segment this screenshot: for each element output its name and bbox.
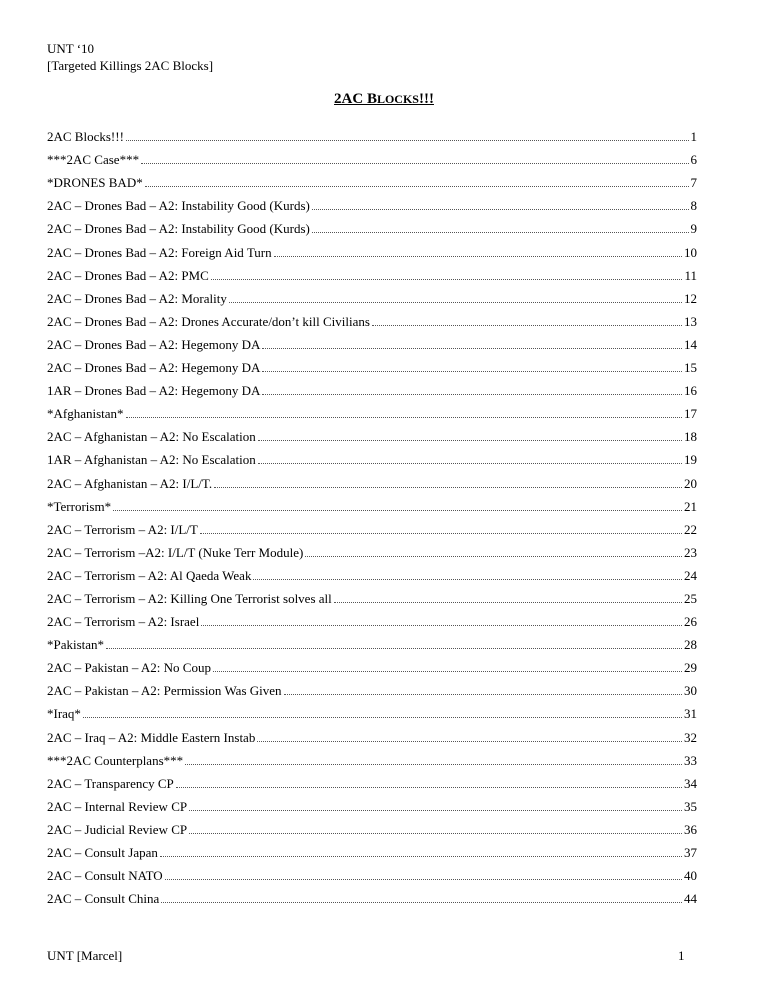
- toc-leader-dots: [258, 427, 682, 441]
- toc-entry-page[interactable]: 34: [684, 775, 697, 791]
- toc-entry-page[interactable]: 15: [684, 360, 697, 376]
- toc-entry[interactable]: [47, 145, 697, 168]
- toc-entry-page[interactable]: 12: [684, 290, 697, 306]
- toc-entry-page[interactable]: 8: [690, 198, 697, 214]
- toc-entry[interactable]: [47, 261, 697, 284]
- toc-entry-label[interactable]: 2AC – Judicial Review CP: [47, 821, 188, 837]
- toc-entry-label[interactable]: 2AC – Drones Bad – A2: Hegemony DA: [47, 360, 261, 376]
- toc-entry-page[interactable]: 31: [684, 706, 697, 722]
- toc-entry[interactable]: [47, 399, 697, 422]
- toc-entry-label[interactable]: 2AC – Afghanistan – A2: No Escalation: [47, 429, 256, 445]
- toc-entry[interactable]: [47, 515, 697, 538]
- title-suffix: !!!: [418, 91, 434, 107]
- toc-entry[interactable]: [47, 607, 697, 630]
- toc-entry-label[interactable]: *Afghanistan*: [47, 406, 124, 422]
- toc-entry[interactable]: [47, 815, 697, 838]
- toc-entry-page[interactable]: 1: [690, 129, 697, 145]
- toc-entry-label[interactable]: 2AC – Terrorism – A2: Al Qaeda Weak: [47, 567, 252, 583]
- toc-entry[interactable]: [47, 237, 697, 260]
- toc-entry[interactable]: [47, 168, 697, 191]
- toc-entry-label[interactable]: 2AC – Afghanistan – A2: I/L/T.: [47, 475, 213, 491]
- toc-leader-dots: [145, 173, 689, 187]
- toc-entry[interactable]: [47, 284, 697, 307]
- toc-entry-page[interactable]: 7: [690, 175, 697, 191]
- toc-entry[interactable]: [47, 653, 697, 676]
- toc-entry-label[interactable]: 2AC – Drones Bad – A2: Morality: [47, 290, 227, 306]
- toc-leader-dots: [126, 127, 689, 141]
- toc-entry-label[interactable]: 2AC – Terrorism – A2: I/L/T: [47, 521, 198, 537]
- toc-entry[interactable]: [47, 699, 697, 722]
- toc-entry-label[interactable]: 2AC – Drones Bad – A2: Foreign Aid Turn: [47, 244, 272, 260]
- toc-entry-page[interactable]: 35: [684, 798, 697, 814]
- toc-leader-dots: [253, 566, 682, 580]
- toc-entry-label[interactable]: 2AC – Terrorism – A2: Israel: [47, 614, 200, 630]
- toc-entry[interactable]: [47, 445, 697, 468]
- toc-entry[interactable]: [47, 191, 697, 214]
- toc-entry[interactable]: [47, 122, 697, 145]
- toc-entry-label[interactable]: 2AC – Drones Bad – A2: Hegemony DA: [47, 336, 261, 352]
- toc-leader-dots: [141, 150, 688, 164]
- toc-entry-page[interactable]: 9: [690, 221, 697, 237]
- toc-entry-label[interactable]: 2AC – Consult Japan: [47, 845, 158, 860]
- toc-leader-dots: [284, 681, 682, 695]
- toc-leader-dots: [126, 404, 682, 418]
- toc-leader-dots: [200, 520, 682, 534]
- toc-leader-dots: [372, 312, 682, 326]
- toc-leader-dots: [312, 196, 689, 210]
- page-header: [47, 40, 213, 74]
- toc-leader-dots: [201, 612, 682, 626]
- toc-entry-page[interactable]: 33: [684, 752, 697, 768]
- toc-entry-label[interactable]: 2AC – Internal Review CP: [47, 798, 188, 814]
- toc-entry-label[interactable]: 2AC – Pakistan – A2: Permission Was Given: [47, 683, 282, 699]
- toc-entry-page[interactable]: 11: [684, 267, 697, 283]
- toc-leader-dots: [161, 889, 682, 903]
- toc-leader-dots: [262, 335, 682, 349]
- toc-entry-label[interactable]: 2AC – Transparency CP: [47, 775, 174, 791]
- toc-entry-page[interactable]: 29: [684, 660, 697, 676]
- toc-entry-page[interactable]: 26: [684, 614, 697, 630]
- toc-entry[interactable]: [47, 838, 697, 861]
- toc-entry-page[interactable]: 18: [684, 429, 697, 445]
- toc-leader-dots: [106, 635, 682, 649]
- toc-entry[interactable]: [47, 214, 697, 237]
- toc-entry-page[interactable]: 14: [684, 336, 697, 352]
- toc-entry[interactable]: [47, 630, 697, 653]
- toc-entry-page[interactable]: 28: [684, 637, 697, 653]
- toc-entry-label[interactable]: 2AC – Terrorism –A2: I/L/T (Nuke Terr Module): [47, 544, 304, 560]
- toc-entry-page[interactable]: 19: [684, 452, 697, 468]
- toc-entry-label[interactable]: 2AC – Drones Bad – A2: Instability Good (Kurds): [47, 221, 310, 237]
- header-line-1: UNT ‘10: [47, 41, 95, 56]
- toc-entry[interactable]: [47, 538, 697, 561]
- toc-entry-label[interactable]: 2AC – Consult NATO: [47, 868, 163, 884]
- toc-entry-page[interactable]: 23: [684, 544, 697, 560]
- toc-leader-dots: [258, 450, 682, 464]
- toc-entry[interactable]: [47, 792, 697, 815]
- toc-entry[interactable]: [47, 861, 697, 884]
- toc-leader-dots: [213, 658, 682, 672]
- toc-entry-page[interactable]: 6: [690, 152, 697, 168]
- toc-leader-dots: [229, 289, 682, 303]
- footer-page-number: 1: [678, 948, 685, 963]
- toc-entry[interactable]: [47, 468, 697, 491]
- toc-leader-dots: [165, 866, 682, 880]
- toc-leader-dots: [189, 797, 682, 811]
- toc-entry[interactable]: [47, 376, 697, 399]
- toc-entry-page[interactable]: 25: [684, 590, 697, 606]
- toc-leader-dots: [305, 543, 682, 557]
- table-of-contents: [47, 122, 697, 907]
- toc-entry-label[interactable]: 1AR – Drones Bad – A2: Hegemony DA: [47, 383, 261, 399]
- toc-leader-dots: [211, 266, 683, 280]
- toc-entry-label[interactable]: 2AC – Drones Bad – A2: PMC: [47, 267, 209, 283]
- toc-leader-dots: [214, 474, 682, 488]
- toc-entry-label[interactable]: 2AC – Consult China: [47, 891, 160, 907]
- toc-leader-dots: [176, 774, 682, 788]
- toc-entry-page[interactable]: 22: [684, 521, 697, 537]
- toc-entry-label[interactable]: 2AC – Pakistan – A2: No Coup: [47, 660, 211, 676]
- footer-author: UNT [Marcel]: [47, 948, 123, 963]
- toc-entry-page[interactable]: 21: [684, 498, 697, 514]
- toc-leader-dots: [274, 243, 682, 257]
- toc-entry-page[interactable]: 24: [684, 567, 697, 583]
- toc-entry[interactable]: [47, 353, 697, 376]
- toc-leader-dots: [262, 381, 682, 395]
- toc-entry-page[interactable]: 17: [684, 406, 697, 422]
- toc-entry[interactable]: [47, 584, 697, 607]
- toc-entry-label[interactable]: 1AR – Afghanistan – A2: No Escalation: [47, 452, 256, 468]
- toc-entry-label[interactable]: *Terrorism*: [47, 498, 112, 514]
- title-first: 2AC B: [334, 91, 377, 107]
- toc-leader-dots: [185, 751, 682, 765]
- toc-entry-label[interactable]: 2AC – Drones Bad – A2: Drones Accurate/don’t kill Civilians: [47, 313, 370, 329]
- toc-entry-page[interactable]: 16: [684, 383, 697, 399]
- toc-entry-label[interactable]: *Iraq*: [47, 706, 81, 722]
- toc-leader-dots: [160, 843, 682, 857]
- toc-entry-page[interactable]: 30: [684, 683, 697, 699]
- toc-entry[interactable]: [47, 676, 697, 699]
- toc-entry-page[interactable]: 44: [684, 891, 697, 907]
- toc-leader-dots: [83, 704, 682, 718]
- toc-entry-label[interactable]: 2AC – Iraq – A2: Middle Eastern Instab: [47, 729, 256, 745]
- toc-entry[interactable]: [47, 746, 697, 769]
- toc-entry-page[interactable]: 36: [684, 821, 697, 837]
- toc-leader-dots: [257, 728, 682, 742]
- toc-entry-label[interactable]: 2AC – Drones Bad – A2: Instability Good (Kurds): [47, 198, 310, 214]
- header-line-2: [Targeted Killings 2AC Blocks]: [47, 58, 214, 73]
- toc-entry-label[interactable]: ***2AC Counterplans***: [47, 752, 184, 768]
- toc-entry-page[interactable]: 32: [684, 729, 697, 745]
- toc-entry[interactable]: [47, 561, 697, 584]
- document-title: [0, 91, 768, 108]
- toc-entry-label[interactable]: ***2AC Case***: [47, 152, 140, 168]
- toc-entry[interactable]: [47, 330, 697, 353]
- title-smallcaps: LOCKS: [376, 92, 419, 106]
- toc-leader-dots: [189, 820, 682, 834]
- toc-entry-page[interactable]: 40: [684, 868, 697, 884]
- toc-entry[interactable]: [47, 307, 697, 330]
- toc-entry-page[interactable]: 10: [684, 244, 697, 260]
- toc-entry[interactable]: [47, 722, 697, 745]
- toc-entry[interactable]: [47, 492, 697, 515]
- toc-leader-dots: [334, 589, 682, 603]
- toc-entry-page[interactable]: 37: [684, 845, 697, 860]
- toc-leader-dots: [312, 219, 689, 233]
- toc-entry-label[interactable]: 2AC Blocks!!!: [47, 129, 124, 145]
- toc-entry-label[interactable]: *Pakistan*: [47, 637, 105, 653]
- toc-entry[interactable]: [47, 769, 697, 792]
- toc-entry-label[interactable]: 2AC – Terrorism – A2: Killing One Terrorist solves all: [47, 590, 332, 606]
- toc-entry-page[interactable]: 20: [684, 475, 697, 491]
- toc-leader-dots: [262, 358, 682, 372]
- toc-entry-page[interactable]: 13: [684, 313, 697, 329]
- toc-entry[interactable]: [47, 884, 697, 907]
- toc-entry[interactable]: [47, 422, 697, 445]
- toc-leader-dots: [113, 497, 682, 511]
- toc-entry-label[interactable]: *DRONES BAD*: [47, 175, 143, 191]
